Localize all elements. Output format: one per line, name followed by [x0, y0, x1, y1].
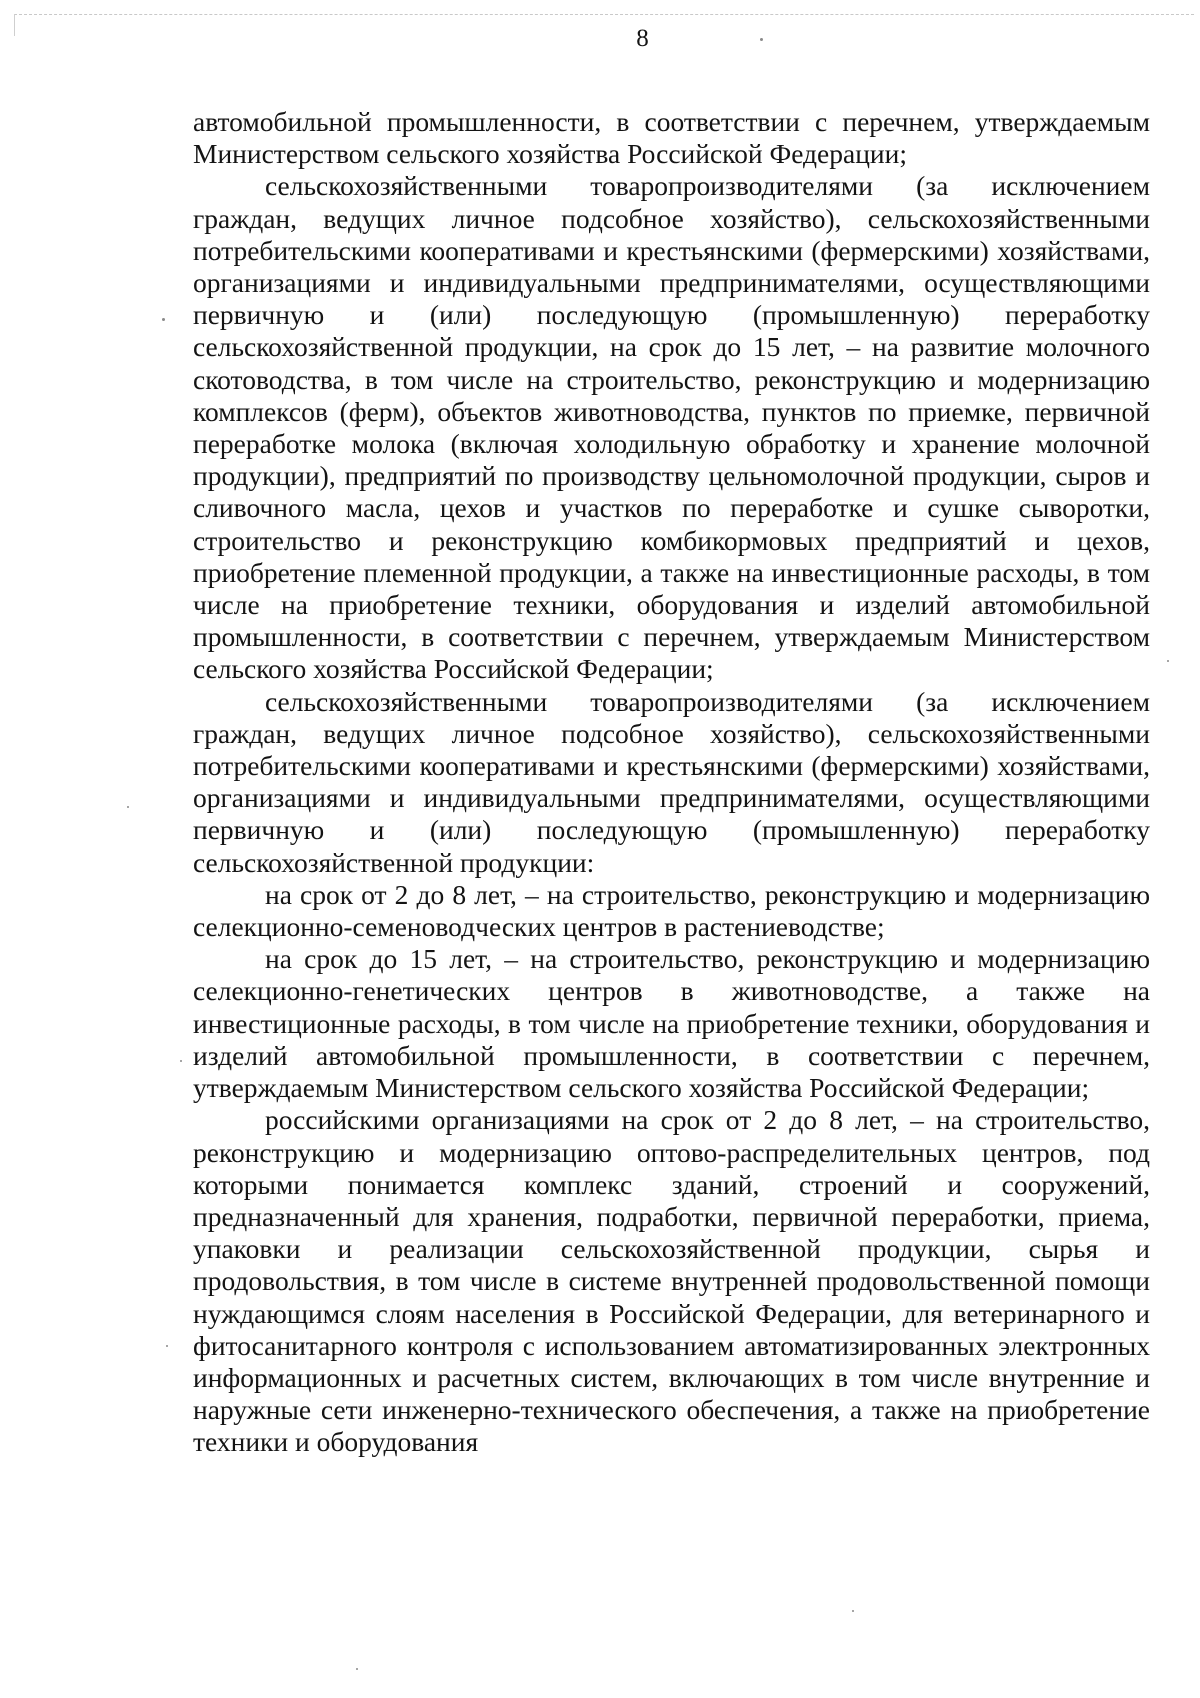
paragraph-dairy-farming: сельскохозяйственными товаропроизводителями (за исключением граждан, ведущих личное подсобное хозяйство), сельскохозяйственными потребительскими кооперативами и крестьянскими (фермерскими) хозяйствами, организациями и индивидуальными предпринимателями, осуществляющими первичную и (или) последующую (промышленную) переработку сельскохозяйственной продукции, на срок до 15 лет, – на развитие молочного скотоводства, в том числе на строительство, реконструкцию и модернизацию комплексов (ферм), объектов животноводства, пунктов по приемке, первичной переработке молока (включая холодильную обработку и хранение молочной продукции), предприятий по производству цельномолочной продукции, сыров и сливочного масла, цехов и участков по переработке и сушке сыворотки, строительство и реконструкцию комбикормовых предприятий и цехов, приобретение племенной продукции, а также на инвестиционные расходы, в том числе на приобретение техники, оборудования и изделий автомобильной промышленности, в соответствии с перечнем, утверждаемым Министерством сельского хозяйства Российской Федерации; — [193, 170, 1150, 685]
scan-speck — [180, 1060, 182, 1062]
scan-speck — [852, 1610, 854, 1612]
scan-speck — [1167, 660, 1169, 662]
paragraph-continuation: автомобильной промышленности, в соответствии с перечнем, утверждаемым Министерством сельского хозяйства Российской Федерации; — [193, 106, 1150, 170]
scan-speck — [356, 1668, 358, 1670]
scan-border-top — [14, 14, 1194, 15]
scan-speck — [162, 318, 165, 321]
scan-speck — [760, 38, 763, 41]
scan-speck — [166, 1345, 168, 1347]
paragraph-genetic-centers: на срок до 15 лет, – на строительство, реконструкцию и модернизацию селекционно-генетических центров в животноводстве, а также на инвестиционные расходы, в том числе на приобретение техники, оборудования и изделий автомобильной промышленности, в соответствии с перечнем, утверждаемым Министерством сельского хозяйства Российской Федерации; — [193, 943, 1150, 1104]
scan-speck — [127, 806, 129, 808]
page-number: 8 — [636, 25, 649, 52]
paragraph-seed-centers: на срок от 2 до 8 лет, – на строительство, реконструкцию и модернизацию селекционно-семеноводческих центров в растениеводстве; — [193, 878, 1150, 943]
paragraph-distribution-centers: российскими организациями на срок от 2 до 8 лет, – на строительство, реконструкцию и модернизацию оптово-распределительных центров, под которыми понимается комплекс зданий, строений и сооружений, предназначенный для хранения, подработки, первичной переработки, приема, упаковки и реализации сельскохозяйственной продукции, сырья и продовольствия, в том числе в системе внутренней продовольственной помощи нуждающимся слоям населения в Российской Федерации, для ветеринарного и фитосанитарного контроля с использованием автоматизированных электронных информационных и расчетных систем, включающих в том числе внутренние и наружные сети инженерно-технического обеспечения, а также на приобретение техники и оборудования — [193, 1104, 1150, 1458]
paragraph-producers-intro: сельскохозяйственными товаропроизводителями (за исключением граждан, ведущих личное подсобное хозяйство), сельскохозяйственными потребительскими кооперативами и крестьянскими (фермерскими) хозяйствами, организациями и индивидуальными предпринимателями, осуществляющими первичную и (или) последующую (промышленную) переработку сельскохозяйственной продукции: — [193, 685, 1150, 878]
document-body — [193, 106, 1150, 1459]
